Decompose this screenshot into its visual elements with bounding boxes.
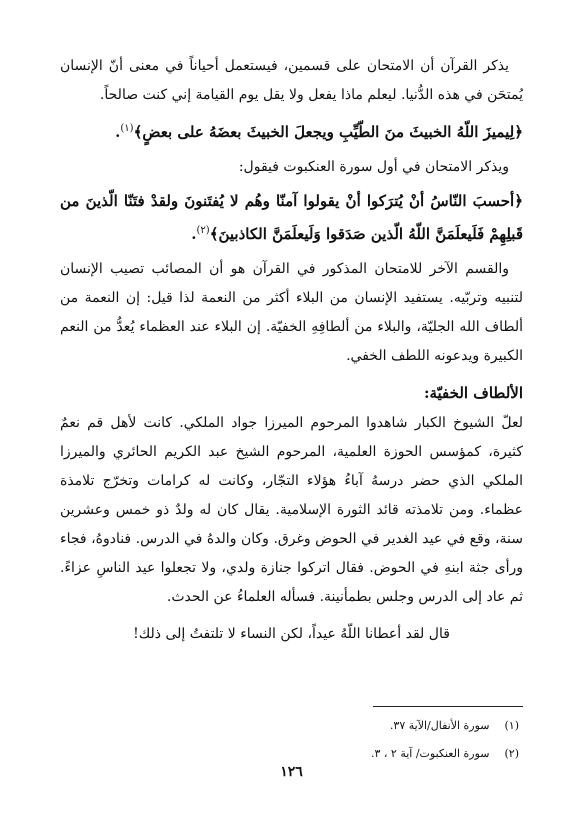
- paragraph-second-exam-type: [60, 255, 523, 371]
- paragraph-text: يذكر القرآن أن الامتحان على قسمين، فيستعمل أحياناً في معنى أنّ الإنسان يُمتحَن في هذه الدُّنيا. ليعلم ماذا يفعل ولا يقل يوم القيامة إني كنت صالحاً.: [60, 58, 523, 103]
- footnote-text: سورة العنكبوت/ آية ٢ ، ٣.: [370, 747, 490, 760]
- page-number: ١٢٦: [280, 764, 303, 780]
- footnote-ref-1: (١): [120, 123, 134, 134]
- section-heading: الألطاف الخفيّة:: [423, 384, 523, 402]
- footnote-number: (٢): [504, 747, 519, 760]
- verse-text: ﴿أحسبَ النّاسُ أنْ يُترَكوا أنْ يقولوا آمنّا وهُم لا يُفتَنونَ ولقدْ فتَنّا الّذينَ من قَبلِهِمْ فَلَيعلَمَنَّ اللّهُ الّذين صَدَقوا وَلَيعلَمَنَّ الكاذبينَ﴾: [60, 192, 523, 243]
- quran-verse-ankabut: ﴿أحسبَ النّاسُ أنْ يُترَكوا أنْ يقولوا آمنّا وهُم لا يُفتَنونَ ولقدْ فتَنّا الّذينَ من قَبلِهِمْ فَلَيعلَمَنَّ اللّهُ الّذين صَدَقوا وَلَيعلَمَنَّ الكاذبينَ﴾$^{(٢)}$.: [60, 192, 523, 243]
- paragraph-ankabut-intro: [60, 153, 523, 182]
- footnote-ref-2: (٢): [196, 225, 210, 236]
- paragraph-story: [60, 409, 523, 612]
- footnote-text: سورة الأنفال/الآية ٣٧.: [389, 719, 490, 732]
- paragraph-text: والقسم الآخر للامتحان المذكور في القرآن هو أن المصائب تصيب الإنسان لتنبيه وتربّيه. يستفيد الإنسان من البلاء أكثر من النعمة لذا قيل: إن النعمة من ألطاف الله الجليّة، والبلاء من ألطافِهِ الخفيّة. إن البلاء عند العظماء يُعدُّ من النعم الكبيرة ويدعونه اللطف الخفي.: [60, 261, 523, 364]
- quran-verse-anfal: ﴿لِيميزَ اللّهُ الخبيثَ منَ الطّيِّبِ ويجعلَ الخبيثَ بعضَهُ على بعضٍ﴾$^{(١)}$.: [115, 123, 523, 141]
- paragraph-text: لعلّ الشيوخ الكبار شاهدوا المرحوم الميرزا جواد الملكي. كانت لأهل قم نعمٌ كثيرة، كمؤسس الحوزة العلمية، المرحوم الشيخ عبد الكريم الحائري والميرزا الملكي الذي حضر درسهُ آباءُ هؤلاء التجّار، وكانت له كرامات وتخرّج تلامذة عظماء. ومن تلامذته قائد الثورة الإسلامية. يقال كان له ولدٌ ذو خمس وعشرين سنة، وقع في عيد الغدير في الحوض وغرق. وكان والدهُ في الدرس. فنادوهُ، فجاء ورأى جثة ابنهِ في الحوض. فقال اتركوا جنازة ولدي، ولا تجعلوا عيد الناسِ عزاءً. ثم عاد إلى الدرس وجلس بطمأنينة. فسأله العلماءُ عن الحدث.: [60, 415, 523, 605]
- footnote-number: (١): [504, 719, 519, 732]
- paragraph-exam-types: [60, 52, 523, 110]
- paragraph-quote: قال لقد أعطانا اللّهُ عيداً، لكن النساء لا تلتفتُ إلى ذلك!: [133, 626, 450, 642]
- footnote-divider: [373, 706, 523, 707]
- footnote-item: [60, 712, 519, 740]
- footnotes: [60, 712, 519, 768]
- paragraph-text: ويذكر الامتحان في أول سورة العنكبوت فيقول:: [238, 159, 509, 175]
- verse-text: ﴿لِيميزَ اللّهُ الخبيثَ منَ الطّيِّبِ ويجعلَ الخبيثَ بعضَهُ على بعضٍ﴾: [133, 123, 523, 141]
